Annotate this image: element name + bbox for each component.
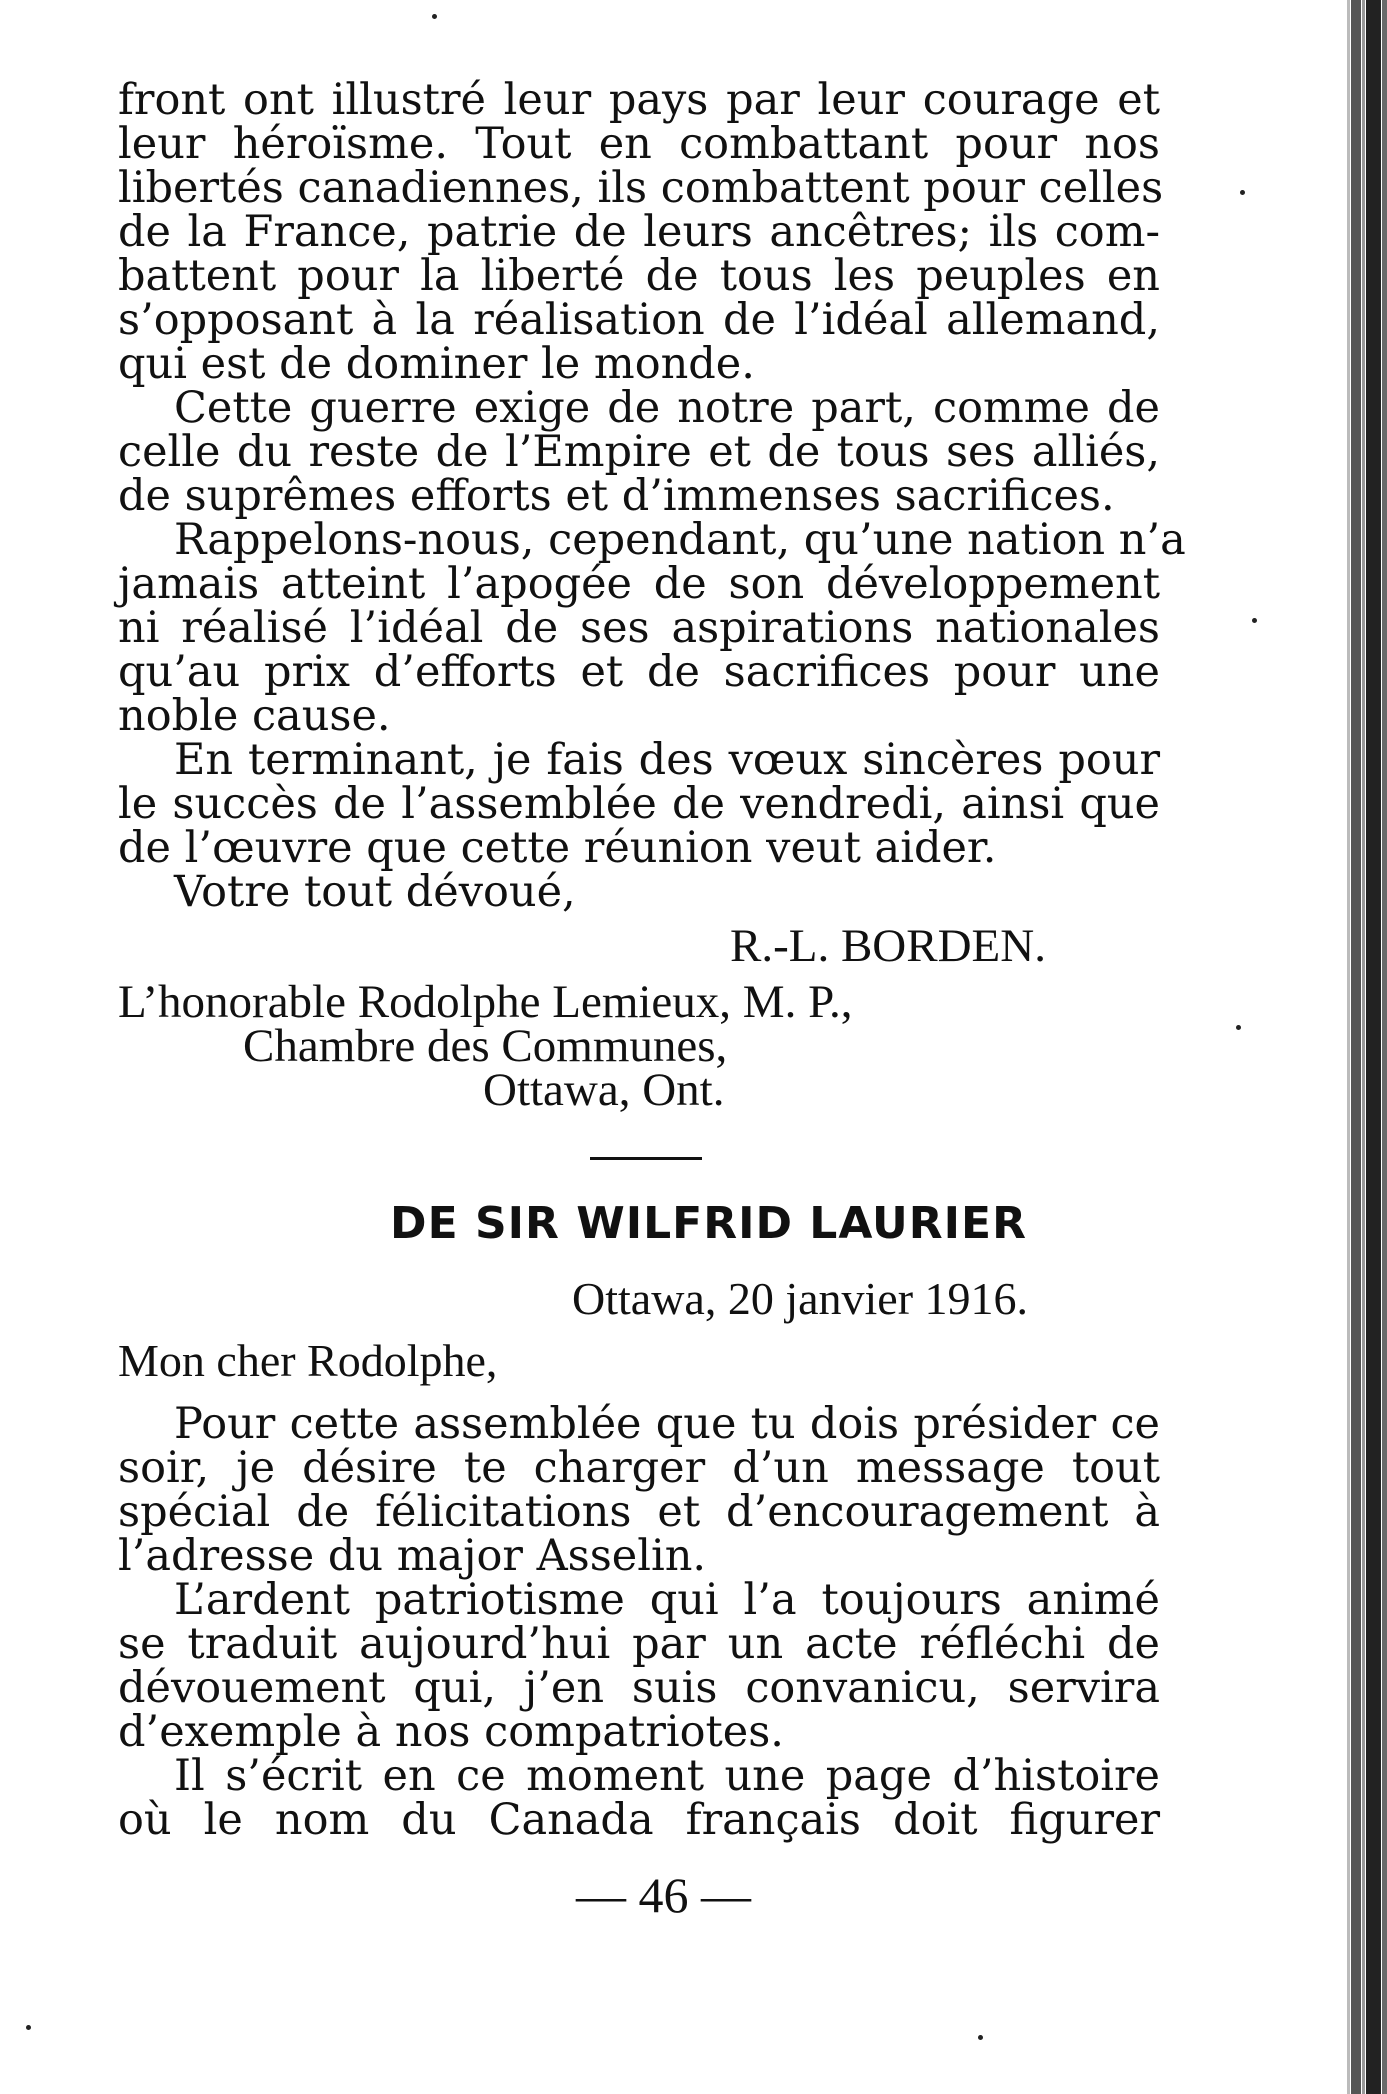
scan-speck	[978, 2035, 983, 2040]
addressee-city: Ottawa, Ont.	[483, 1064, 725, 1116]
text-line: leur héroïsme. Tout en combattant pour nos	[118, 119, 1160, 169]
text-line: celle du reste de l’Empire et de tous ses alliés,	[118, 427, 1160, 477]
text-line: Rappelons-nous, cependant, qu’une nation n’a	[174, 515, 1186, 565]
borden-letter-body	[118, 75, 1186, 917]
text-line: de suprêmes efforts et d’immenses sacrifices.	[118, 471, 1115, 521]
text-line: L’ardent patriotisme qui l’a toujours animé	[174, 1575, 1160, 1625]
text-line: dévouement qui, j’en suis convanicu, servira	[118, 1663, 1160, 1713]
section-heading: DE SIR WILFRID LAURIER	[390, 1198, 1027, 1249]
text-line: battent pour la liberté de tous les peuples en	[118, 251, 1160, 301]
addressee-office: Chambre des Communes,	[243, 1020, 728, 1072]
scan-speck	[432, 14, 437, 19]
text-line: front ont illustré leur pays par leur courage et	[118, 75, 1160, 125]
addressee-name: L’honorable Rodolphe Lemieux, M. P.,	[118, 976, 853, 1028]
text-line: libertés canadiennes, ils combattent pour celles	[118, 163, 1164, 213]
scan-page-edge	[1347, 0, 1387, 2094]
text-line: Cette guerre exige de notre part, comme de	[174, 383, 1160, 433]
text-line: qu’au prix d’efforts et de sacrifices pour une	[118, 647, 1160, 697]
section-divider	[590, 1157, 702, 1160]
text-line: de l’œuvre que cette réunion veut aider.	[118, 823, 997, 873]
text-line: de la France, patrie de leurs ancêtres; ils com-	[118, 207, 1160, 257]
text-line: d’exemple à nos compatriotes.	[118, 1707, 784, 1757]
text-line: jamais atteint l’apogée de son développement	[118, 559, 1160, 609]
scan-speck	[1240, 190, 1245, 195]
scan-speck	[1252, 618, 1257, 623]
text-line: l’adresse du major Asselin.	[118, 1531, 707, 1581]
text-line: se traduit aujourd’hui par un acte réfléchi de	[118, 1619, 1160, 1669]
scan-speck	[1236, 1025, 1241, 1030]
text-line: Il s’écrit en ce moment une page d’histoire	[174, 1751, 1160, 1801]
letter-salutation: Mon cher Rodolphe,	[118, 1335, 498, 1386]
borden-signature: R.-L. BORDEN.	[730, 920, 1046, 972]
closing-line: Votre tout dévoué,	[174, 867, 576, 917]
text-line: Pour cette assemblée que tu dois présider ce	[174, 1399, 1160, 1449]
text-line: le succès de l’assemblée de vendredi, ainsi que	[118, 779, 1160, 829]
text-line: ni réalisé l’idéal de ses aspirations nationales	[118, 603, 1160, 653]
text-line: noble cause.	[118, 691, 391, 741]
text-line: s’opposant à la réalisation de l’idéal allemand,	[118, 295, 1160, 345]
laurier-letter-body	[118, 1399, 1160, 1845]
text-line: qui est de dominer le monde.	[118, 339, 755, 389]
scan-speck	[26, 2025, 31, 2030]
text-line: En terminant, je fais des vœux sincères pour	[174, 735, 1160, 785]
text-line: spécial de félicitations et d’encouragement à	[118, 1487, 1160, 1537]
letter-dateline: Ottawa, 20 janvier 1916.	[572, 1273, 1029, 1324]
text-line: où le nom du Canada français doit figurer	[118, 1795, 1160, 1845]
page-number: — 46 —	[576, 1867, 751, 1923]
text-line: soir, je désire te charger d’un message tout	[118, 1443, 1160, 1493]
